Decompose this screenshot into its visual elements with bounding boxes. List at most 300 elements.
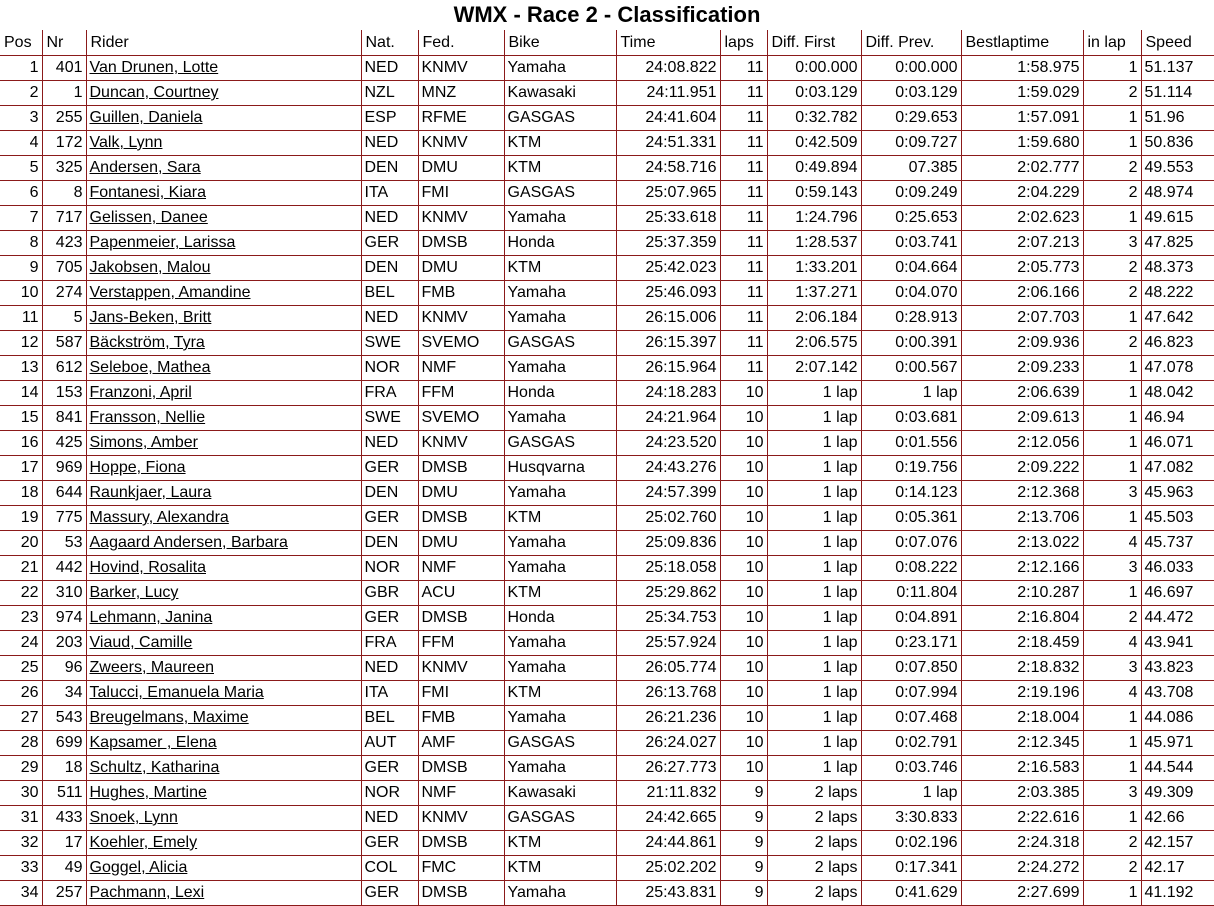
cell-diff-first: 2 laps xyxy=(767,806,861,831)
cell-bike: Kawasaki xyxy=(504,781,616,806)
cell-fed: DMU xyxy=(418,481,504,506)
cell-fed: DMU xyxy=(418,156,504,181)
cell-nat: ESP xyxy=(361,106,418,131)
cell-nat: GER xyxy=(361,606,418,631)
cell-nat: GER xyxy=(361,831,418,856)
cell-nr: 274 xyxy=(42,281,86,306)
cell-pos: 21 xyxy=(0,556,42,581)
rider-link[interactable]: Zweers, Maureen xyxy=(89,659,214,676)
cell-bike: Yamaha xyxy=(504,356,616,381)
cell-rider xyxy=(86,706,361,731)
cell-in-lap: 3 xyxy=(1083,656,1141,681)
cell-rider xyxy=(86,506,361,531)
cell-diff-first: 1 lap xyxy=(767,406,861,431)
rider-link[interactable]: Simons, Amber xyxy=(89,434,198,451)
table-row xyxy=(0,581,1214,606)
cell-laps: 10 xyxy=(720,681,767,706)
cell-diff-prev: 0:00.567 xyxy=(861,356,961,381)
cell-laps: 9 xyxy=(720,881,767,906)
cell-pos: 4 xyxy=(0,131,42,156)
cell-bike: KTM xyxy=(504,131,616,156)
cell-fed: RFME xyxy=(418,106,504,131)
rider-link[interactable]: Jakobsen, Malou xyxy=(89,259,211,276)
cell-diff-first: 1 lap xyxy=(767,731,861,756)
cell-nr: 49 xyxy=(42,856,86,881)
cell-speed: 48.373 xyxy=(1141,256,1214,281)
cell-diff-prev: 0:17.341 xyxy=(861,856,961,881)
table-row xyxy=(0,231,1214,256)
cell-nat: ITA xyxy=(361,181,418,206)
cell-in-lap: 1 xyxy=(1083,706,1141,731)
cell-bike: KTM xyxy=(504,681,616,706)
cell-nat: DEN xyxy=(361,256,418,281)
cell-nat: GER xyxy=(361,231,418,256)
cell-speed: 47.078 xyxy=(1141,356,1214,381)
cell-nr: 775 xyxy=(42,506,86,531)
cell-nr: 53 xyxy=(42,531,86,556)
cell-diff-prev: 1 lap xyxy=(861,781,961,806)
rider-link[interactable]: Goggel, Alicia xyxy=(89,859,188,876)
cell-fed: ACU xyxy=(418,581,504,606)
cell-nat: NED xyxy=(361,431,418,456)
cell-diff-first: 1:33.201 xyxy=(767,256,861,281)
cell-speed: 41.192 xyxy=(1141,881,1214,906)
cell-rider xyxy=(86,806,361,831)
cell-rider xyxy=(86,581,361,606)
cell-bike: GASGAS xyxy=(504,431,616,456)
cell-bestlaptime: 2:18.832 xyxy=(961,656,1083,681)
cell-bestlaptime: 2:22.616 xyxy=(961,806,1083,831)
cell-diff-first: 2 laps xyxy=(767,856,861,881)
table-row xyxy=(0,331,1214,356)
cell-laps: 10 xyxy=(720,756,767,781)
rider-link[interactable]: Breugelmans, Maxime xyxy=(89,709,249,726)
cell-nat: NOR xyxy=(361,781,418,806)
cell-pos: 27 xyxy=(0,706,42,731)
cell-diff-first: 1 lap xyxy=(767,456,861,481)
cell-bike: KTM xyxy=(504,506,616,531)
table-row xyxy=(0,606,1214,631)
cell-rider xyxy=(86,431,361,456)
rider-link[interactable]: Andersen, Sara xyxy=(89,159,201,176)
cell-time: 26:27.773 xyxy=(616,756,720,781)
cell-time: 25:42.023 xyxy=(616,256,720,281)
cell-diff-prev: 0:02.196 xyxy=(861,831,961,856)
cell-in-lap: 2 xyxy=(1083,831,1141,856)
rider-link[interactable]: Schultz, Katharina xyxy=(89,759,220,776)
cell-in-lap: 2 xyxy=(1083,81,1141,106)
rider-link[interactable]: Koehler, Emely xyxy=(89,834,198,851)
cell-bestlaptime: 2:24.272 xyxy=(961,856,1083,881)
rider-link[interactable]: Viaud, Camille xyxy=(89,634,193,651)
table-row xyxy=(0,506,1214,531)
cell-laps: 10 xyxy=(720,431,767,456)
col-header-nr: Nr xyxy=(42,30,86,56)
cell-speed: 43.941 xyxy=(1141,631,1214,656)
col-header-in-lap: in lap xyxy=(1083,30,1141,56)
rider-link[interactable]: Pachmann, Lexi xyxy=(89,884,205,901)
cell-diff-prev: 0:07.994 xyxy=(861,681,961,706)
col-header-pos: Pos xyxy=(0,30,42,56)
col-header-rider: Rider xyxy=(86,30,361,56)
rider-link[interactable]: Hovind, Rosalita xyxy=(89,559,206,576)
cell-in-lap: 1 xyxy=(1083,306,1141,331)
rider-link[interactable]: Hoppe, Fiona xyxy=(89,459,186,476)
rider-link[interactable]: Seleboe, Mathea xyxy=(89,359,211,376)
cell-diff-prev: 0:03.741 xyxy=(861,231,961,256)
table-row xyxy=(0,481,1214,506)
cell-time: 24:44.861 xyxy=(616,831,720,856)
col-header-fed: Fed. xyxy=(418,30,504,56)
cell-fed: FMI xyxy=(418,681,504,706)
cell-nat: GER xyxy=(361,506,418,531)
cell-fed: DMSB xyxy=(418,231,504,256)
cell-fed: KNMV xyxy=(418,206,504,231)
table-row xyxy=(0,706,1214,731)
cell-diff-first: 2:06.575 xyxy=(767,331,861,356)
cell-nr: 34 xyxy=(42,681,86,706)
cell-bike: GASGAS xyxy=(504,181,616,206)
cell-rider xyxy=(86,181,361,206)
cell-bike: Honda xyxy=(504,606,616,631)
cell-nat: NOR xyxy=(361,356,418,381)
cell-in-lap: 1 xyxy=(1083,381,1141,406)
cell-speed: 45.963 xyxy=(1141,481,1214,506)
cell-time: 25:09.836 xyxy=(616,531,720,556)
cell-in-lap: 1 xyxy=(1083,406,1141,431)
cell-speed: 50.836 xyxy=(1141,131,1214,156)
cell-nr: 96 xyxy=(42,656,86,681)
cell-nr: 172 xyxy=(42,131,86,156)
table-row xyxy=(0,56,1214,81)
cell-pos: 25 xyxy=(0,656,42,681)
cell-speed: 45.737 xyxy=(1141,531,1214,556)
cell-diff-prev: 0:08.222 xyxy=(861,556,961,581)
cell-rider xyxy=(86,531,361,556)
cell-laps: 10 xyxy=(720,456,767,481)
rider-link[interactable]: Lehmann, Janina xyxy=(89,609,213,626)
cell-rider xyxy=(86,231,361,256)
cell-time: 26:15.964 xyxy=(616,356,720,381)
cell-nat: DEN xyxy=(361,481,418,506)
cell-laps: 11 xyxy=(720,206,767,231)
cell-speed: 43.708 xyxy=(1141,681,1214,706)
cell-laps: 10 xyxy=(720,506,767,531)
cell-speed: 43.823 xyxy=(1141,656,1214,681)
cell-nat: GER xyxy=(361,756,418,781)
cell-diff-first: 1 lap xyxy=(767,631,861,656)
cell-in-lap: 1 xyxy=(1083,806,1141,831)
cell-bestlaptime: 2:16.804 xyxy=(961,606,1083,631)
rider-link[interactable]: Barker, Lucy xyxy=(89,584,179,601)
cell-time: 26:21.236 xyxy=(616,706,720,731)
cell-laps: 10 xyxy=(720,556,767,581)
cell-speed: 48.222 xyxy=(1141,281,1214,306)
cell-in-lap: 2 xyxy=(1083,156,1141,181)
cell-bestlaptime: 2:12.056 xyxy=(961,431,1083,456)
rider-link[interactable]: Franzoni, April xyxy=(89,384,192,401)
cell-speed: 51.96 xyxy=(1141,106,1214,131)
cell-in-lap: 1 xyxy=(1083,731,1141,756)
cell-diff-prev: 0:03.681 xyxy=(861,406,961,431)
cell-nr: 644 xyxy=(42,481,86,506)
rider-link[interactable]: Hughes, Martine xyxy=(89,784,207,801)
cell-rider xyxy=(86,881,361,906)
cell-rider xyxy=(86,481,361,506)
cell-time: 24:41.604 xyxy=(616,106,720,131)
rider-link[interactable]: Gelissen, Danee xyxy=(89,209,208,226)
cell-pos: 30 xyxy=(0,781,42,806)
cell-nat: AUT xyxy=(361,731,418,756)
cell-diff-first: 1 lap xyxy=(767,506,861,531)
col-header-diff-first: Diff. First xyxy=(767,30,861,56)
cell-pos: 32 xyxy=(0,831,42,856)
cell-bestlaptime: 1:59.029 xyxy=(961,81,1083,106)
cell-bike: Yamaha xyxy=(504,56,616,81)
table-row xyxy=(0,431,1214,456)
cell-bike: Yamaha xyxy=(504,756,616,781)
cell-time: 25:29.862 xyxy=(616,581,720,606)
cell-speed: 49.553 xyxy=(1141,156,1214,181)
cell-bestlaptime: 2:18.004 xyxy=(961,706,1083,731)
cell-time: 26:15.006 xyxy=(616,306,720,331)
cell-speed: 47.082 xyxy=(1141,456,1214,481)
cell-diff-first: 1 lap xyxy=(767,606,861,631)
rider-link[interactable]: Aagaard Andersen, Barbara xyxy=(89,534,288,551)
cell-diff-first: 1 lap xyxy=(767,706,861,731)
cell-time: 24:18.283 xyxy=(616,381,720,406)
rider-link[interactable]: Fontanesi, Kiara xyxy=(89,184,207,201)
cell-bike: GASGAS xyxy=(504,106,616,131)
cell-diff-prev: 0:23.171 xyxy=(861,631,961,656)
cell-rider xyxy=(86,356,361,381)
cell-rider xyxy=(86,656,361,681)
cell-nat: BEL xyxy=(361,706,418,731)
cell-speed: 42.66 xyxy=(1141,806,1214,831)
cell-in-lap: 2 xyxy=(1083,281,1141,306)
cell-pos: 14 xyxy=(0,381,42,406)
cell-speed: 51.114 xyxy=(1141,81,1214,106)
cell-diff-prev: 0:05.361 xyxy=(861,506,961,531)
cell-rider xyxy=(86,456,361,481)
cell-bestlaptime: 2:24.318 xyxy=(961,831,1083,856)
cell-time: 25:34.753 xyxy=(616,606,720,631)
cell-nr: 401 xyxy=(42,56,86,81)
cell-bike: KTM xyxy=(504,256,616,281)
rider-link[interactable]: Raunkjaer, Laura xyxy=(89,484,212,501)
cell-bike: Yamaha xyxy=(504,281,616,306)
cell-rider xyxy=(86,381,361,406)
cell-bike: Yamaha xyxy=(504,481,616,506)
cell-in-lap: 3 xyxy=(1083,481,1141,506)
cell-diff-prev: 0:41.629 xyxy=(861,881,961,906)
cell-fed: DMSB xyxy=(418,756,504,781)
rider-link[interactable]: Papenmeier, Larissa xyxy=(89,234,236,251)
col-header-nat: Nat. xyxy=(361,30,418,56)
cell-diff-first: 0:42.509 xyxy=(767,131,861,156)
cell-laps: 11 xyxy=(720,56,767,81)
table-row xyxy=(0,306,1214,331)
cell-bike: Yamaha xyxy=(504,406,616,431)
cell-bestlaptime: 2:27.699 xyxy=(961,881,1083,906)
cell-diff-first: 2 laps xyxy=(767,831,861,856)
rider-link[interactable]: Bäckström, Tyra xyxy=(89,334,205,351)
cell-diff-first: 1:28.537 xyxy=(767,231,861,256)
table-row xyxy=(0,656,1214,681)
cell-nr: 17 xyxy=(42,831,86,856)
cell-fed: KNMV xyxy=(418,656,504,681)
cell-bestlaptime: 1:59.680 xyxy=(961,131,1083,156)
cell-diff-prev: 0:11.804 xyxy=(861,581,961,606)
cell-laps: 9 xyxy=(720,856,767,881)
rider-link[interactable]: Duncan, Courtney xyxy=(89,84,219,101)
cell-nat: NED xyxy=(361,306,418,331)
cell-diff-prev: 0:07.850 xyxy=(861,656,961,681)
cell-diff-first: 0:49.894 xyxy=(767,156,861,181)
cell-bestlaptime: 2:09.936 xyxy=(961,331,1083,356)
cell-bestlaptime: 2:12.345 xyxy=(961,731,1083,756)
table-body xyxy=(0,56,1214,906)
cell-speed: 51.137 xyxy=(1141,56,1214,81)
cell-rider xyxy=(86,606,361,631)
cell-speed: 42.157 xyxy=(1141,831,1214,856)
cell-pos: 28 xyxy=(0,731,42,756)
cell-laps: 10 xyxy=(720,731,767,756)
cell-nr: 433 xyxy=(42,806,86,831)
cell-laps: 11 xyxy=(720,81,767,106)
cell-bike: Husqvarna xyxy=(504,456,616,481)
cell-pos: 7 xyxy=(0,206,42,231)
cell-diff-first: 0:32.782 xyxy=(767,106,861,131)
cell-speed: 46.94 xyxy=(1141,406,1214,431)
cell-speed: 45.971 xyxy=(1141,731,1214,756)
cell-fed: SVEMO xyxy=(418,331,504,356)
cell-bestlaptime: 2:13.706 xyxy=(961,506,1083,531)
cell-diff-prev: 0:19.756 xyxy=(861,456,961,481)
cell-bike: Yamaha xyxy=(504,631,616,656)
cell-speed: 42.17 xyxy=(1141,856,1214,881)
table-row xyxy=(0,856,1214,881)
rider-link[interactable]: Van Drunen, Lotte xyxy=(89,59,219,76)
cell-fed: DMU xyxy=(418,531,504,556)
cell-time: 25:33.618 xyxy=(616,206,720,231)
cell-in-lap: 1 xyxy=(1083,106,1141,131)
cell-fed: FMI xyxy=(418,181,504,206)
cell-bestlaptime: 2:16.583 xyxy=(961,756,1083,781)
table-row xyxy=(0,806,1214,831)
cell-fed: DMSB xyxy=(418,831,504,856)
rider-link[interactable]: Massury, Alexandra xyxy=(89,509,229,526)
cell-time: 24:23.520 xyxy=(616,431,720,456)
cell-bike: Yamaha xyxy=(504,556,616,581)
rider-link[interactable]: Talucci, Emanuela Maria xyxy=(89,684,264,701)
cell-in-lap: 4 xyxy=(1083,681,1141,706)
cell-bike: KTM xyxy=(504,156,616,181)
cell-speed: 46.071 xyxy=(1141,431,1214,456)
cell-nr: 699 xyxy=(42,731,86,756)
cell-bike: KTM xyxy=(504,856,616,881)
cell-diff-first: 1 lap xyxy=(767,581,861,606)
cell-nr: 257 xyxy=(42,881,86,906)
cell-bike: GASGAS xyxy=(504,806,616,831)
cell-pos: 6 xyxy=(0,181,42,206)
cell-diff-first: 1 lap xyxy=(767,681,861,706)
cell-in-lap: 3 xyxy=(1083,556,1141,581)
cell-diff-first: 2:07.142 xyxy=(767,356,861,381)
table-row xyxy=(0,356,1214,381)
page-title: WMX - Race 2 - Classification xyxy=(453,2,761,27)
cell-diff-first: 1 lap xyxy=(767,431,861,456)
cell-nat: DEN xyxy=(361,531,418,556)
cell-fed: DMU xyxy=(418,256,504,281)
cell-nr: 587 xyxy=(42,331,86,356)
cell-laps: 11 xyxy=(720,231,767,256)
cell-pos: 2 xyxy=(0,81,42,106)
cell-bestlaptime: 2:09.613 xyxy=(961,406,1083,431)
rider-link[interactable]: Jans-Beken, Britt xyxy=(89,309,212,326)
cell-in-lap: 2 xyxy=(1083,181,1141,206)
cell-laps: 11 xyxy=(720,281,767,306)
cell-pos: 19 xyxy=(0,506,42,531)
cell-diff-first: 0:59.143 xyxy=(767,181,861,206)
cell-nat: NED xyxy=(361,206,418,231)
cell-in-lap: 1 xyxy=(1083,881,1141,906)
rider-link[interactable]: Guillen, Daniela xyxy=(89,109,203,126)
cell-rider xyxy=(86,631,361,656)
cell-nat: GER xyxy=(361,881,418,906)
cell-nr: 425 xyxy=(42,431,86,456)
cell-diff-prev: 0:25.653 xyxy=(861,206,961,231)
rider-link[interactable]: Valk, Lynn xyxy=(89,134,163,151)
cell-diff-first: 0:00.000 xyxy=(767,56,861,81)
rider-link[interactable]: Kapsamer , Elena xyxy=(89,734,217,751)
cell-rider xyxy=(86,756,361,781)
cell-diff-prev: 1 lap xyxy=(861,381,961,406)
cell-speed: 46.033 xyxy=(1141,556,1214,581)
table-row xyxy=(0,281,1214,306)
cell-nr: 705 xyxy=(42,256,86,281)
cell-nr: 717 xyxy=(42,206,86,231)
cell-pos: 31 xyxy=(0,806,42,831)
cell-nr: 612 xyxy=(42,356,86,381)
cell-bestlaptime: 2:07.213 xyxy=(961,231,1083,256)
rider-link[interactable]: Fransson, Nellie xyxy=(89,409,206,426)
table-row xyxy=(0,781,1214,806)
table-row xyxy=(0,181,1214,206)
cell-nr: 325 xyxy=(42,156,86,181)
cell-time: 24:43.276 xyxy=(616,456,720,481)
cell-nat: NED xyxy=(361,131,418,156)
cell-pos: 1 xyxy=(0,56,42,81)
cell-pos: 3 xyxy=(0,106,42,131)
cell-diff-first: 1 lap xyxy=(767,756,861,781)
cell-bestlaptime: 2:05.773 xyxy=(961,256,1083,281)
cell-diff-prev: 0:03.129 xyxy=(861,81,961,106)
cell-in-lap: 1 xyxy=(1083,206,1141,231)
rider-link[interactable]: Snoek, Lynn xyxy=(89,809,178,826)
cell-pos: 34 xyxy=(0,881,42,906)
cell-bestlaptime: 2:10.287 xyxy=(961,581,1083,606)
cell-pos: 13 xyxy=(0,356,42,381)
rider-link[interactable]: Verstappen, Amandine xyxy=(89,284,251,301)
cell-nat: NED xyxy=(361,656,418,681)
cell-bestlaptime: 2:03.385 xyxy=(961,781,1083,806)
cell-rider xyxy=(86,206,361,231)
cell-bestlaptime: 2:06.166 xyxy=(961,281,1083,306)
cell-time: 26:05.774 xyxy=(616,656,720,681)
cell-nr: 5 xyxy=(42,306,86,331)
cell-bike: Yamaha xyxy=(504,706,616,731)
